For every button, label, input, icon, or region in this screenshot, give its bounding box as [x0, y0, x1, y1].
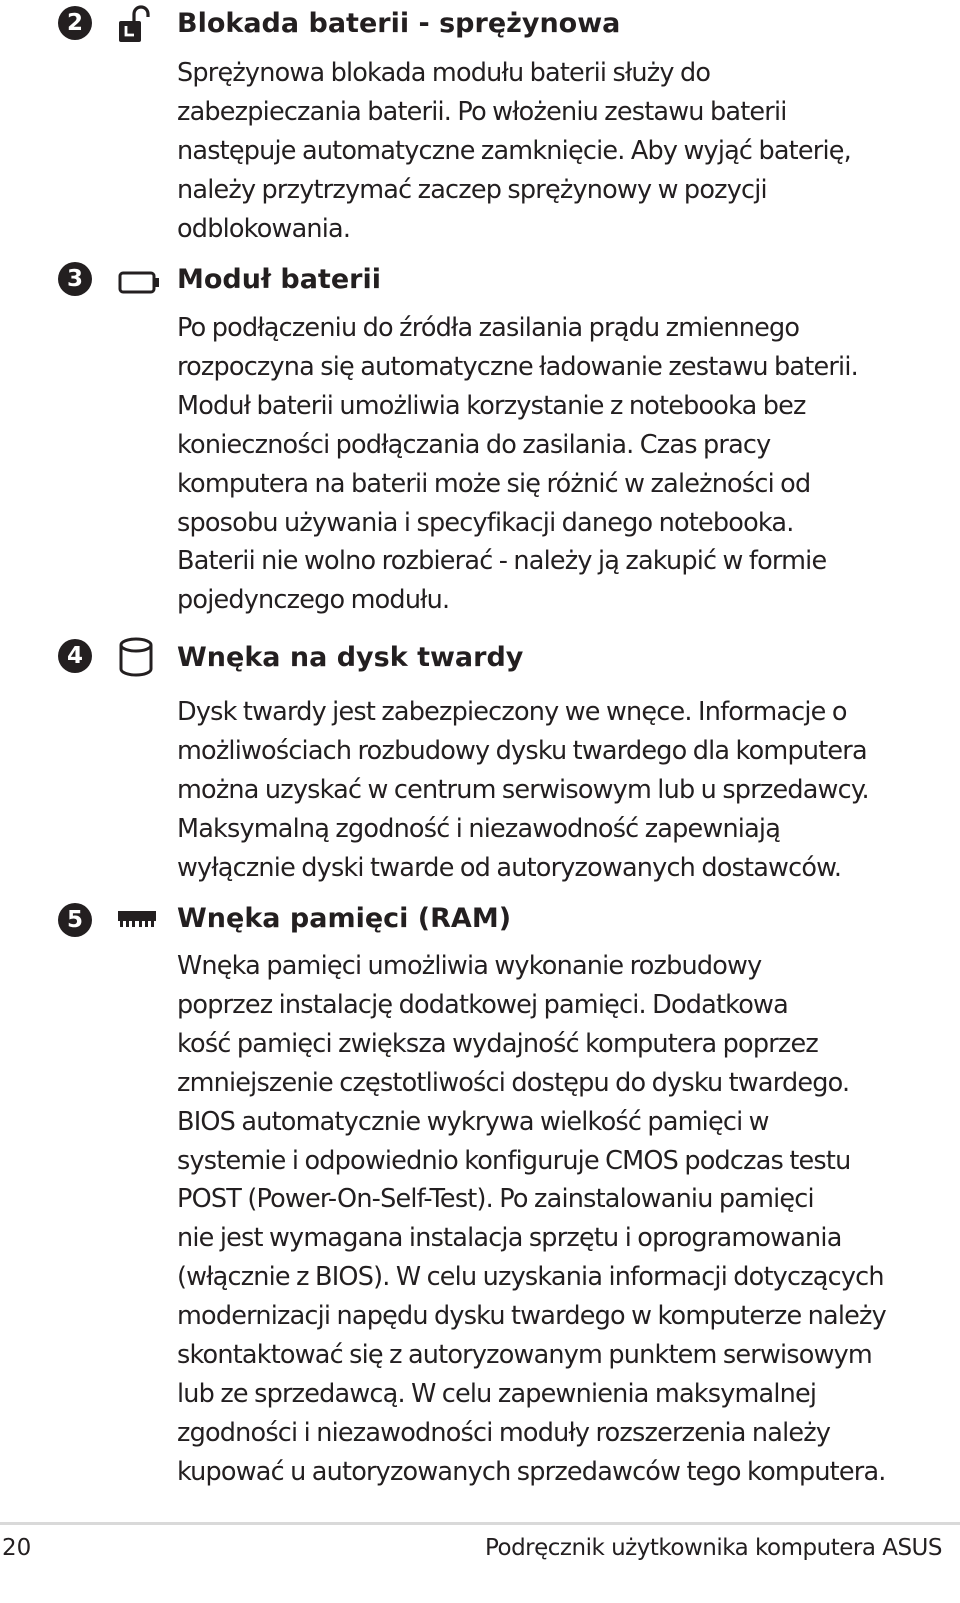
section-body — [177, 693, 947, 888]
body-line: (włącznie z BIOS). W celu uzyskania informacji dotyczących — [177, 1262, 884, 1293]
body-line: nie jest wymagana instalacja sprzętu i oprogramowania — [177, 1223, 842, 1254]
section-number-badge: 2 — [58, 6, 92, 40]
body-line: można uzyskać w centrum serwisowym lub u sprzedawcy. — [177, 774, 869, 805]
section-body — [177, 309, 947, 620]
body-line: Dysk twardy jest zabezpieczony we wnęce. Informacje o — [177, 697, 847, 727]
section-body — [177, 947, 947, 1492]
body-line: następuje automatyczne zamknięcie. Aby wyjąć baterię, — [177, 135, 851, 166]
body-line: skontaktować się z autoryzowanym punktem serwisowym — [177, 1340, 872, 1371]
body-line: kupować u autoryzowanych sprzedawców tego komputera. — [177, 1456, 886, 1487]
body-line: systemie i odpowiednio konfiguruje CMOS podczas testu — [177, 1145, 851, 1176]
footer-divider — [0, 1522, 960, 1525]
section-title: Moduł baterii — [177, 264, 381, 295]
memory-module-icon — [114, 898, 160, 938]
hard-disk-icon — [114, 636, 160, 676]
body-line: Sprężynowa blokada modułu baterii służy do — [177, 58, 711, 88]
body-line: pojedynczego modułu. — [177, 585, 450, 616]
body-line: zgodności i niezawodności moduły rozszerzenia należy — [177, 1417, 831, 1448]
body-line: komputera na baterii może się różnić w zależności od — [177, 468, 811, 499]
body-line: odblokowania. — [177, 213, 351, 244]
body-line: rozpoczyna się automatyczne ładowanie zestawu baterii. — [177, 351, 858, 382]
section-title: Blokada baterii - sprężynowa — [177, 8, 621, 39]
body-line: wyłącznie dyski twarde od autoryzowanych dostawców. — [177, 852, 842, 883]
lock-open-icon — [114, 4, 160, 44]
body-line: lub ze sprzedawcą. W celu zapewnienia maksymalnej — [177, 1378, 817, 1409]
body-line: możliwościach rozbudowy dysku twardego dla komputera — [177, 735, 867, 766]
body-line: konieczności podłączania do zasilania. Czas pracy — [177, 429, 771, 460]
section-body — [177, 54, 947, 249]
body-line: zmniejszenie częstotliwości dostępu do dysku twardego. — [177, 1067, 850, 1098]
body-line: modernizacji napędu dysku twardego w komputerze należy — [177, 1301, 886, 1332]
page-number: 20 — [2, 1535, 32, 1561]
section-number-badge: 3 — [58, 262, 92, 296]
body-line: Moduł baterii umożliwia korzystanie z notebooka bez — [177, 390, 806, 421]
body-line: poprzez instalację dodatkowej pamięci. Dodatkowa — [177, 989, 788, 1020]
body-line: sposobu używania i specyfikacji danego notebooka. — [177, 507, 794, 538]
body-line: POST (Power-On-Self-Test). Po zainstalowaniu pamięci — [177, 1184, 814, 1215]
body-line: zabezpieczania baterii. Po włożeniu zestawu baterii — [177, 96, 787, 127]
body-line: Wnęka pamięci umożliwia wykonanie rozbudowy — [177, 951, 762, 981]
section-number-badge: 4 — [58, 639, 92, 673]
body-line: Maksymalną zgodność i niezawodność zapewniają — [177, 813, 781, 844]
section-title: Wnęka na dysk twardy — [177, 642, 524, 673]
body-line: Po podłączeniu do źródła zasilania prądu zmiennego — [177, 313, 800, 343]
body-line: BIOS automatycznie wykrywa wielkość pamięci w — [177, 1106, 769, 1137]
body-line: należy przytrzymać zaczep sprężynowy w pozycji — [177, 174, 767, 205]
section-number-badge: 5 — [58, 903, 92, 937]
body-line: kość pamięci zwiększa wydajność komputera poprzez — [177, 1028, 818, 1059]
body-line: Baterii nie wolno rozbierać - należy ją zakupić w formie — [177, 546, 827, 577]
manual-title: Podręcznik użytkownika komputera ASUS — [484, 1535, 942, 1561]
battery-icon — [114, 262, 160, 302]
section-title: Wnęka pamięci (RAM) — [177, 903, 512, 934]
